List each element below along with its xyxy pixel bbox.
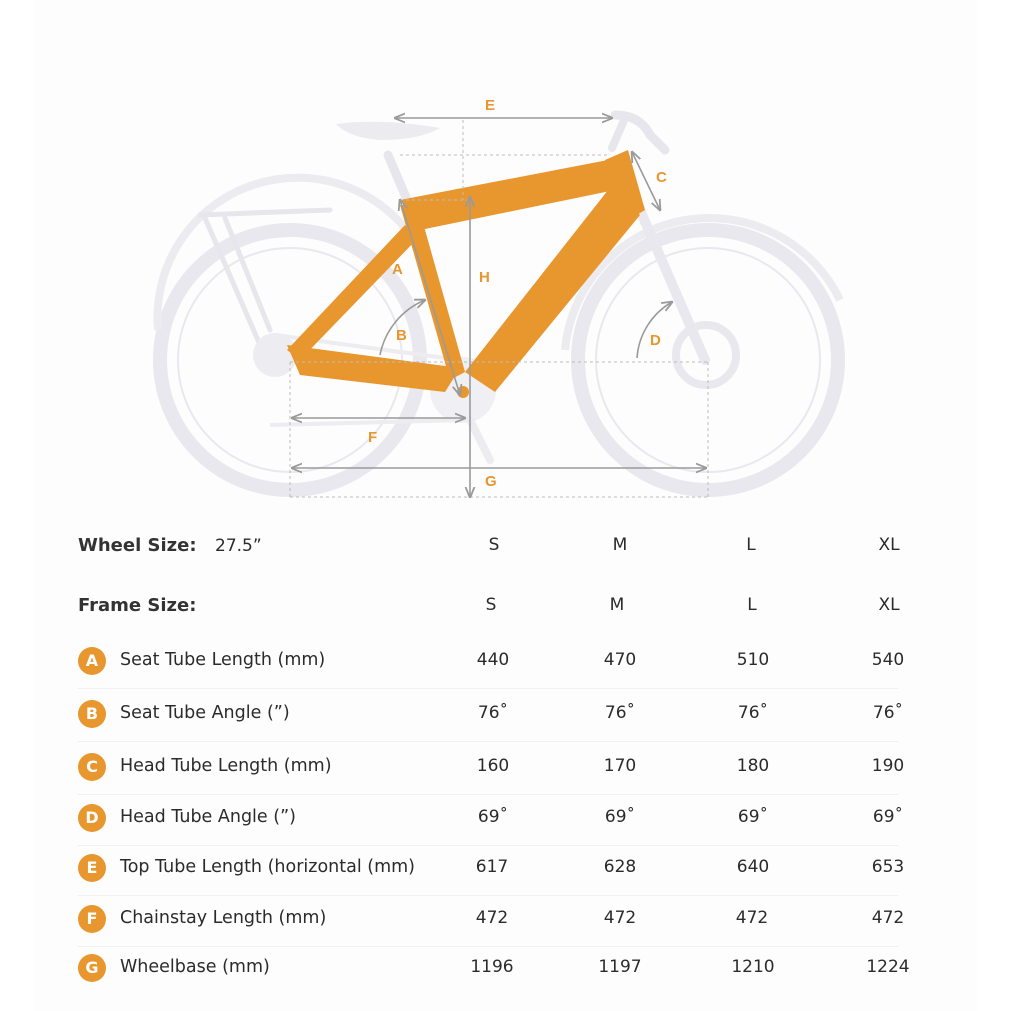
row-divider bbox=[78, 741, 898, 742]
value-xl: 69˚ bbox=[872, 807, 904, 827]
dim-label-f: F bbox=[368, 429, 378, 446]
wheel-size-xl: XL bbox=[878, 535, 900, 555]
badge-a: A bbox=[78, 647, 106, 675]
value-xl: 190 bbox=[871, 756, 905, 776]
dimension-arrows bbox=[292, 118, 706, 497]
table-row-f bbox=[78, 905, 938, 935]
badge-f: F bbox=[78, 905, 106, 933]
value-m: 69˚ bbox=[604, 807, 636, 827]
guide-lines bbox=[290, 120, 708, 497]
value-m: 628 bbox=[603, 857, 637, 877]
stem bbox=[612, 118, 625, 148]
value-m: 1197 bbox=[598, 957, 642, 977]
value-m: 470 bbox=[603, 650, 637, 670]
frame-size-m: M bbox=[609, 595, 625, 615]
wheel-size-value: 27.5” bbox=[215, 536, 262, 556]
dim-label-e: E bbox=[485, 97, 496, 114]
value-xl: 540 bbox=[871, 650, 905, 670]
value-l: 76˚ bbox=[737, 703, 769, 723]
badge-d: D bbox=[78, 804, 106, 832]
dim-d-arc bbox=[637, 302, 672, 358]
wheel-size-l: L bbox=[746, 535, 756, 555]
badge-b: B bbox=[78, 700, 106, 728]
table-row-a bbox=[78, 647, 938, 677]
value-xl: 472 bbox=[871, 908, 905, 928]
value-l: 640 bbox=[736, 857, 770, 877]
dim-label-h: H bbox=[479, 269, 490, 286]
row-label: Seat Tube Length (mm) bbox=[120, 650, 326, 670]
value-l: 510 bbox=[736, 650, 770, 670]
frame-size-label: Frame Size: bbox=[78, 595, 197, 616]
table-row-d bbox=[78, 804, 938, 834]
value-xl: 653 bbox=[871, 857, 905, 877]
frame-size-xl: XL bbox=[878, 595, 900, 615]
value-l: 472 bbox=[735, 908, 769, 928]
value-m: 170 bbox=[603, 756, 637, 776]
value-xl: 1224 bbox=[866, 957, 910, 977]
row-label: Head Tube Angle (”) bbox=[120, 807, 296, 827]
value-m: 472 bbox=[603, 908, 637, 928]
value-l: 1210 bbox=[731, 957, 775, 977]
dim-label-b: B bbox=[396, 327, 407, 344]
wheel-size-label: Wheel Size: bbox=[78, 535, 197, 556]
dim-label-d: D bbox=[650, 332, 661, 349]
value-xl: 76˚ bbox=[872, 703, 904, 723]
row-divider bbox=[78, 895, 898, 896]
table-row-e bbox=[78, 854, 938, 884]
frame-size-l: L bbox=[747, 595, 757, 615]
wheel-size-row bbox=[78, 535, 938, 565]
value-s: 617 bbox=[475, 857, 509, 877]
row-divider bbox=[78, 946, 898, 947]
saddle bbox=[336, 122, 440, 140]
value-l: 180 bbox=[736, 756, 770, 776]
row-label: Top Tube Length (horizontal (mm) bbox=[120, 857, 416, 877]
geometry-table bbox=[0, 520, 1011, 1011]
wheel-size-s: S bbox=[488, 535, 500, 555]
table-row-b bbox=[78, 700, 938, 730]
frame-size-s: S bbox=[485, 595, 497, 615]
value-l: 69˚ bbox=[737, 807, 769, 827]
dim-label-c: C bbox=[656, 169, 667, 186]
dim-label-a: A bbox=[392, 261, 403, 278]
badge-e: E bbox=[78, 854, 106, 882]
row-label: Seat Tube Angle (”) bbox=[120, 703, 290, 723]
value-s: 76˚ bbox=[477, 703, 509, 723]
dim-label-g: G bbox=[485, 473, 497, 490]
value-m: 76˚ bbox=[604, 703, 636, 723]
row-label: Chainstay Length (mm) bbox=[120, 908, 327, 928]
value-s: 440 bbox=[476, 650, 510, 670]
row-divider bbox=[78, 845, 898, 846]
row-label: Wheelbase (mm) bbox=[120, 957, 270, 977]
table-row-g bbox=[78, 954, 938, 984]
kickstand bbox=[470, 420, 490, 460]
badge-g: G bbox=[78, 954, 106, 982]
row-divider bbox=[78, 688, 898, 689]
value-s: 69˚ bbox=[477, 807, 509, 827]
value-s: 472 bbox=[475, 908, 509, 928]
table-row-c bbox=[78, 753, 938, 783]
value-s: 160 bbox=[476, 756, 510, 776]
seat-post bbox=[388, 155, 408, 202]
badge-c: C bbox=[78, 753, 106, 781]
value-s: 1196 bbox=[470, 957, 514, 977]
wheel-size-m: M bbox=[612, 535, 628, 555]
row-divider bbox=[78, 794, 898, 795]
frame-size-row bbox=[78, 595, 938, 625]
row-label: Head Tube Length (mm) bbox=[120, 756, 332, 776]
